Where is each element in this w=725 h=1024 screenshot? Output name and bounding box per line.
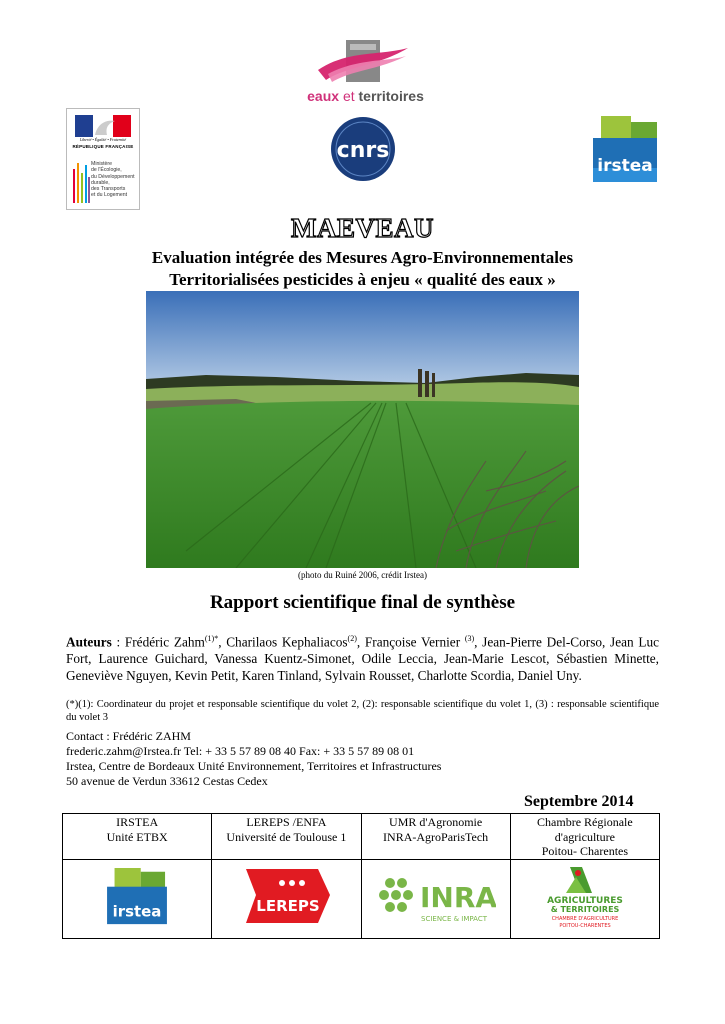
partners-table xyxy=(62,813,660,939)
partners-names-row xyxy=(63,814,660,860)
svg-text:LEREPS: LEREPS xyxy=(256,896,321,915)
partner-chambre: Chambre Régionale d'agriculture Poitou- Charentes xyxy=(510,814,659,860)
lereps-logo-cell xyxy=(212,859,361,938)
eaux-emblem-icon xyxy=(318,40,408,86)
photo-caption: (photo du Ruiné 2006, crédit Irstea) xyxy=(298,570,427,580)
partner-lereps: LEREPS /ENFA Université de Toulouse 1 xyxy=(212,814,361,860)
svg-text:AGRICULTURES: AGRICULTURES xyxy=(546,895,623,906)
svg-text:cnrs: cnrs xyxy=(336,138,390,163)
irstea-partner-logo-cell xyxy=(63,859,212,938)
partner-inra: UMR d'Agronomie INRA-AgroParisTech xyxy=(361,814,510,860)
svg-text:irstea: irstea xyxy=(597,156,653,176)
landscape-photo xyxy=(146,291,579,568)
footnote: (*)(1): Coordinateur du projet et responsable scientifique du volet 2, (2): responsable scientifique du volet 1, (3) : responsable scientifique du volet 3 xyxy=(66,699,659,723)
eaux-territoires-logo xyxy=(298,40,428,108)
svg-text:irstea: irstea xyxy=(112,902,162,921)
report-title: Rapport scientifique final de synthèse xyxy=(209,592,516,613)
report-date: Septembre 2014 xyxy=(524,793,634,810)
contact-line: 50 avenue de Verdun 33612 Cestas Cedex xyxy=(66,774,268,788)
contact-title: Contact : Frédéric ZAHM xyxy=(66,729,191,743)
irstea-logo xyxy=(591,116,659,184)
ministry-text: Ministère de l'Écologie, du Développement durable, des Transports et du Logement xyxy=(91,161,135,199)
inra-logo xyxy=(376,869,496,925)
document-title: MAEVEAU xyxy=(291,213,434,243)
authors-paragraph: Auteurs : Frédéric Zahm$^{(1)*}$, Charilaos Kephaliacos$^{(2)}$, Françoise Vernier $^{(3)}$, Jean-Pierre Del-Corso, Jean Luc Fort, Laurence Guichard, Vanessa Kuentz-Simonet, Odile Leccia, Jean-Marie Lescot, Sébastien Minette, Geneviève Nguyen, Kevin Petit, Karen Tinland, Sylvain Rousset, Charlotte Scordia, Daniel Uny. xyxy=(66,634,659,684)
contact-line: Irstea, Centre de Bordeaux Unité Environnement, Territoires et Infrastructures xyxy=(66,759,442,773)
chambre-agri-logo-cell xyxy=(510,859,659,938)
svg-text:POITOU-CHARENTES: POITOU-CHARENTES xyxy=(559,922,611,929)
svg-text:SCIENCE & IMPACT: SCIENCE & IMPACT xyxy=(420,914,487,923)
inra-logo-cell xyxy=(361,859,510,938)
document-subtitle: Evaluation intégrée des Mesures Agro-Environnementales Territorialisées pesticides à enjeu « qualité des eaux » xyxy=(151,248,574,289)
field-landscape-image xyxy=(146,291,579,568)
svg-text:INRA: INRA xyxy=(419,880,496,914)
republic-label: RÉPUBLIQUE FRANÇAISE xyxy=(72,144,134,149)
eaux-wordmark: eaux et territoires xyxy=(307,88,424,104)
partner-irstea: IRSTEA Unité ETBX xyxy=(63,814,212,860)
svg-text:CHAMBRE D'AGRICULTURE: CHAMBRE D'AGRICULTURE xyxy=(551,915,619,922)
contact-line: frederic.zahm@Irstea.fr Tel: + 33 5 57 89 08 40 Fax: + 33 5 57 89 08 01 xyxy=(66,744,415,758)
cnrs-logo xyxy=(330,116,396,182)
ministere-logo xyxy=(66,108,140,210)
ministry-bars-icon xyxy=(71,159,91,205)
partners-logos-row xyxy=(63,859,660,938)
contact-block xyxy=(66,729,659,789)
chambre-agriculture-logo xyxy=(530,863,640,931)
motto: Liberté • Égalité • Fraternité xyxy=(79,137,127,142)
irstea-partner-logo xyxy=(105,868,169,926)
lereps-logo xyxy=(238,865,334,929)
svg-text:& TERRITOIRES: & TERRITOIRES xyxy=(550,904,620,914)
